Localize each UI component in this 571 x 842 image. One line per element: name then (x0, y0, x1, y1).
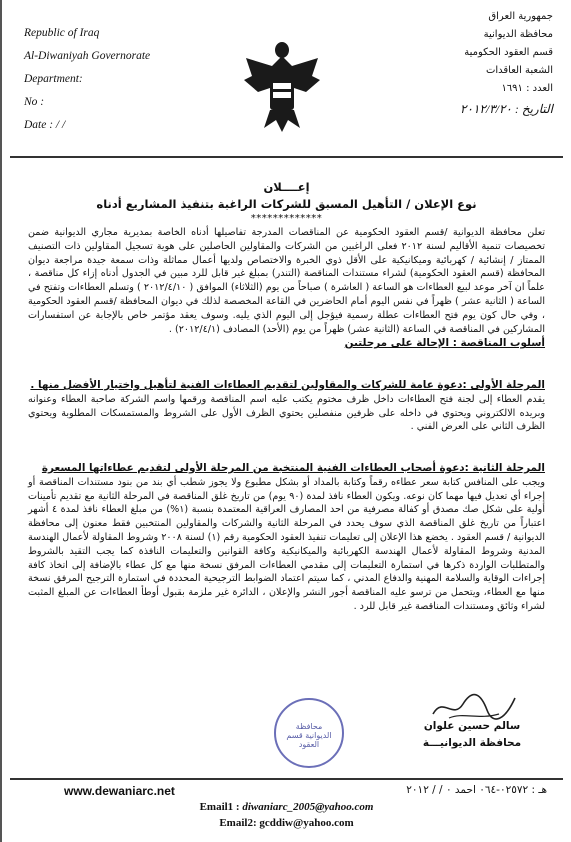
department-label: Department: (24, 73, 83, 85)
reference-number: هـ : ٠٢٥٧٢-٠٦٤ احمد ٠ / / ٢٠١٢ (406, 784, 547, 796)
email1-link[interactable]: diwaniarc_2005@yahoo.com (242, 801, 374, 813)
email2-line[interactable]: Email2: gcddiw@yahoo.com (219, 817, 354, 829)
announcement-type: نوع الإعلان / التأهيل المسبق للشركات الراغبة بتنفيذ المشاريع أدناه (96, 197, 477, 211)
stage1-section (28, 379, 545, 434)
header-divider (10, 156, 563, 158)
signatory-title: محافظة الديوانيـــة (422, 737, 522, 749)
number-label: No : (24, 96, 45, 108)
header-english (24, 22, 214, 137)
republic-label: Republic of Iraq (24, 27, 100, 39)
email1-line (2, 801, 571, 813)
date-arabic: التاريخ : ٢٠١٢/٣/٢٠ (460, 102, 553, 116)
governorate-arabic: محافظة الديوانية (483, 29, 553, 40)
intro-section (28, 226, 545, 351)
header-arabic (383, 8, 553, 118)
iraq-eagle-emblem (242, 36, 322, 136)
stamp-text: محافظة الديوانية قسم العقود (286, 722, 332, 749)
signatory-name: سالم حسين علوان (423, 720, 521, 732)
republic-arabic: جمهورية العراق (488, 11, 553, 22)
stage2-paragraph: ويجب على المنافس كتابة سعر عطاءه رقماً وكتابة بالمداد أو بشكل مطبوع ولا يجوز شطب أي بند من بنود مستندات المناقصة أو إجراء أي تعديل فيها مهما كان نوعه. ويكون العطاء نافذ لمدة (٩٠ يوم) من تاريخ غلق المناقصة في المرحلة الثانية مع تقديم تأمينات أولية على شكل صك مصدق أو كفالة مصرفية من احد المصارف العراقية المعتمدة بنسبة (١%) من مبلغ العطاء نافذ لمدة ٤ أشهر اعتباراً من تاريخ غلق المناقصة الذي سوف يحدد في المرحلة الثانية والشركات والمقاولين المنتخبين فقط معنون إلى محافظة الديوانية / قسم العقود . يخضع هذا الإعلان إلى تعليمات تنفيذ العقود الحكومية رقم (١) لسنة ٢٠٠٨ وشروط المقاولة لأعمال الهندسة المدنية وشروط المقاولة لأعمال الهندسة الكهربائية والميكانيكية وكافة القوانين والتعليمات النافذة كما يجب التقيد بالشروط والمتطلبات الواردة ذكرها في استمارة التعليمات إلى مقدمي العطاءات المرفق نسخة منها مع كل عطاء بالإضافة إلى اتخاذ كافة إجراءات الوقاية والسلامة المهنية والدفاع المدني ، كما سيتم اعتماد الضوابط الترجيحية المحددة في استمارة الترجيح المرفق نسخة منها مع العطاء، ويتحمل من ترسو عليه المناقصة أجور النشر والإعلان ، الدائرة غير ملزمة بقبول أوطأ العطاءات عن المبلغ المثبت لشراء وثائق ومستندات المناقصة غير قابل للرد . (28, 476, 545, 612)
stage1-paragraph: يقدم العطاء إلى لجنة فتح العطاءات داخل ظرف مختوم يكتب عليه اسم المناقصة ورقمها واسم الشركة صاحبة العطاء وعنوانه وبريده الالكتروني ويحتوي في داخله على ظرفين منفصلين يحتوي الظرف الأول على الشروط والمستمسكات المطلوبة ويحتوي الظرف الثاني على العرض الفني . (28, 393, 545, 433)
date-label: Date : / / (24, 119, 66, 131)
tender-method: أسلوب المناقصة : الإحالة على مرحلتين (344, 337, 545, 350)
number-arabic: العدد : ١٦٩١ (501, 83, 553, 94)
official-stamp (274, 698, 344, 768)
section-arabic: الشعبة العاقدات (485, 65, 553, 76)
department-arabic: قسم العقود الحكومية (464, 47, 553, 58)
stage2-section (28, 462, 545, 614)
stage2-title: المرحلة الثانية :دعوة أصحاب العطاءات الفنية المنتخبة من المرحلة الأولى لتقديم عطاءاتها المسعرة (41, 462, 545, 474)
footer-divider (10, 778, 563, 780)
signature-block (397, 718, 547, 752)
stars-separator: ************* (250, 213, 323, 224)
email1-label: Email1 : (199, 801, 243, 813)
website-link[interactable]: www.dewaniarc.net (64, 784, 175, 798)
intro-paragraph: تعلن محافظة الديوانية /قسم العقود الحكومية عن المناقصات المدرجة تفاصيلها أدناه الخاصة بمديرية مجاري الديوانية ضمن تخصيصات تنمية الأقاليم لسنة ٢٠١٢ فعلى الراغبين من الشركات والمقاولين الحاصلين على هوية تسجيل المقاولين ذات التصنيف الممتاز / إنشائية / كهربائية وميكانيكية على الأقل ذوي الخبرة والاختصاص ولديها أعمال مماثلة وذات سمعة جيدة مراجعة ديوان المحافظة (قسم العقود الحكومية) لشراء مستندات المناقصة (التندر) بمبلغ غير قابل للرد مبين في الجدول أدناه إزاء كل مناقصة ، علماً ان آخر موعد لبيع العطاءات هو الساعة ( العاشرة ) صباحاً من يوم (الثلاثاء) الموافق ( ٢٠١٢/٤/١٠ ) وتسلم العطاءات وتفتح في الساعة ( الثانية عشر ) ظهراً في نفس اليوم أمام الحاضرين في القاعة المخصصة لذلك في ديوان المحافظة /قسم العقود الحكومية ، وفي حال كون يوم فتح العطاءات عطلة رسمية فيؤجل إلى اليوم الذي يليه. وسوف يعقد مؤتمر خاص بالإجابة عن استفسارات المشاركين في المناقصة في الساعة (الثانية عشر) ظهراً من يوم (الأحد) المصادف (٢٠١٢/٤/١) . (28, 227, 545, 335)
announcement-heading: إعــــلان (263, 180, 310, 194)
governorate-label: Al-Diwaniyah Governorate (24, 50, 151, 62)
stage1-title: المرحلة الأولى :دعوة عامة للشركات والمقاولين لتقديم العطاءات الفنية لتأهيل واختيار الأفضل منها . (30, 379, 545, 391)
